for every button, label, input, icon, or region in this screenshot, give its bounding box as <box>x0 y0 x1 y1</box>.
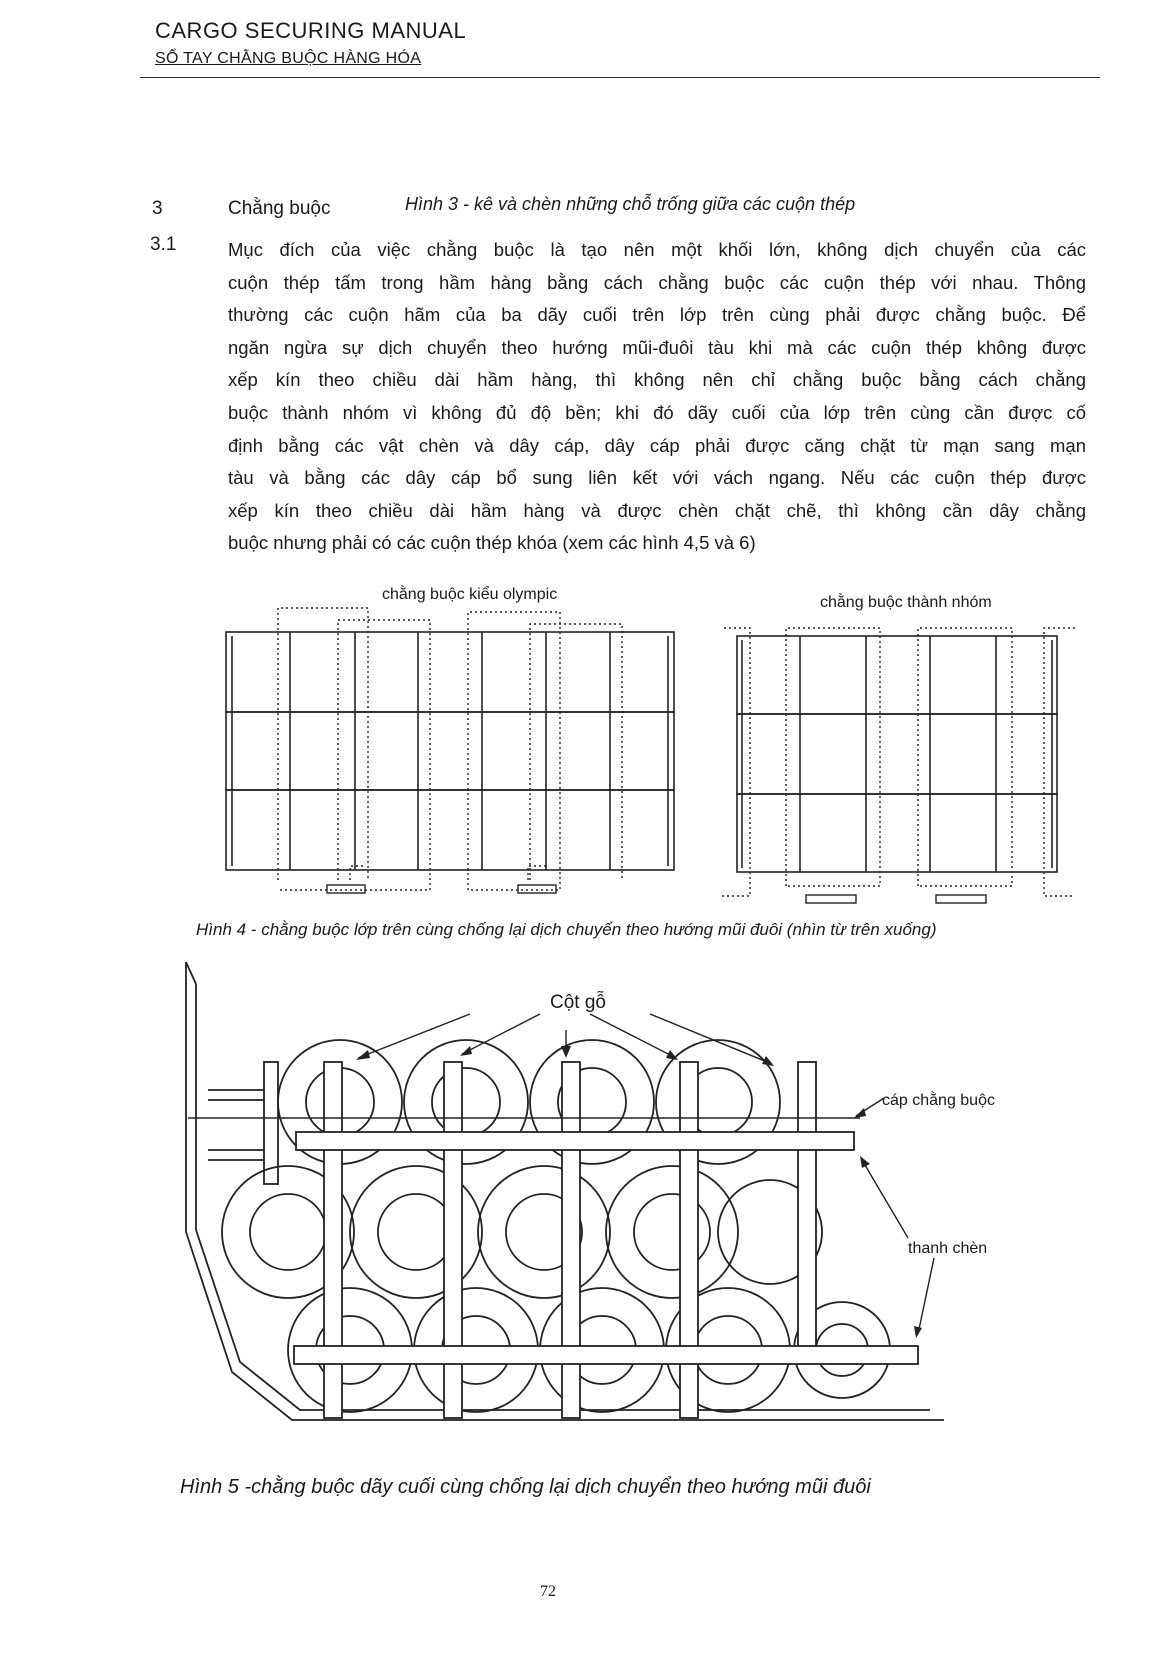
figure4-label-group: chằng buộc thành nhóm <box>820 594 992 611</box>
paragraph-line: cuộn thép tấm trong hầm hàng bằng cách chằng buộc các cuộn thép với nhau. Thông <box>228 271 1086 293</box>
manual-subtitle: SỔ TAY CHẰNG BUỘC HÀNG HÓA <box>155 50 422 67</box>
arrow-heads <box>356 1046 922 1338</box>
paragraph-line: tàu và bằng các dây cáp bổ sung liên kết với vách ngang. Nếu các cuộn thép được <box>228 467 1086 489</box>
figure4-caption: Hình 4 - chằng buộc lớp trên cùng chống lại dịch chuyển theo hướng mũi đuôi (nhìn từ trên xuống) <box>196 920 937 939</box>
subsection-number: 3.1 <box>150 234 177 255</box>
paragraph-line: buộc thành nhóm vì không đủ độ bền; khi đó dãy cuối của lớp trên cùng cần được cố <box>228 401 1086 423</box>
paragraph-line: định bằng các vật chèn và dây cáp, dây cáp phải được căng chặt từ mạn sang mạn <box>228 434 1086 456</box>
paragraph-line: ngăn ngừa sự dịch chuyển theo hướng mũi-đuôi tàu khi mà các cuộn thép không được <box>228 336 1086 358</box>
figure4-label-olympic: chằng buộc kiểu olympic <box>382 586 558 603</box>
paragraph-line: buộc nhưng phải có các cuộn thép khóa (xem các hình 4,5 và 6) <box>228 532 756 554</box>
paragraph-line: xếp kín theo chiều dài hầm hàng và được chèn chặt chẽ, thì không cần dây chằng <box>228 499 1086 521</box>
horizontal-chocks <box>294 1132 918 1364</box>
page-number: 72 <box>540 1583 556 1600</box>
figure5-label-chock: thanh chèn <box>908 1240 988 1257</box>
paragraph-line: xếp kín theo chiều dài hầm hàng, thì không nên chỉ chằng buộc bằng cách chằng <box>228 369 1086 391</box>
figure5-caption: Hình 5 -chằng buộc dãy cuối cùng chống lại dịch chuyển theo hướng mũi đuôi <box>180 1476 871 1498</box>
paragraph-line: Mục đích của việc chằng buộc là tạo nên một khối lớn, không dịch chuyển của các <box>228 239 1086 260</box>
figure5-label-cable: cáp chằng buộc <box>882 1092 995 1109</box>
figure5-label-post: Cột gỗ <box>550 992 606 1013</box>
paragraph-line: thường các cuộn hãm của ba dãy cuối trên lớp trên cùng phải được chằng buộc. Để <box>228 304 1086 326</box>
section-number: 3 <box>152 198 163 219</box>
figure3-caption: Hình 3 - kê và chèn những chỗ trống giữa các cuộn thép <box>405 194 856 214</box>
manual-title: CARGO SECURING MANUAL <box>155 18 467 43</box>
section-title: Chằng buộc <box>228 198 331 219</box>
